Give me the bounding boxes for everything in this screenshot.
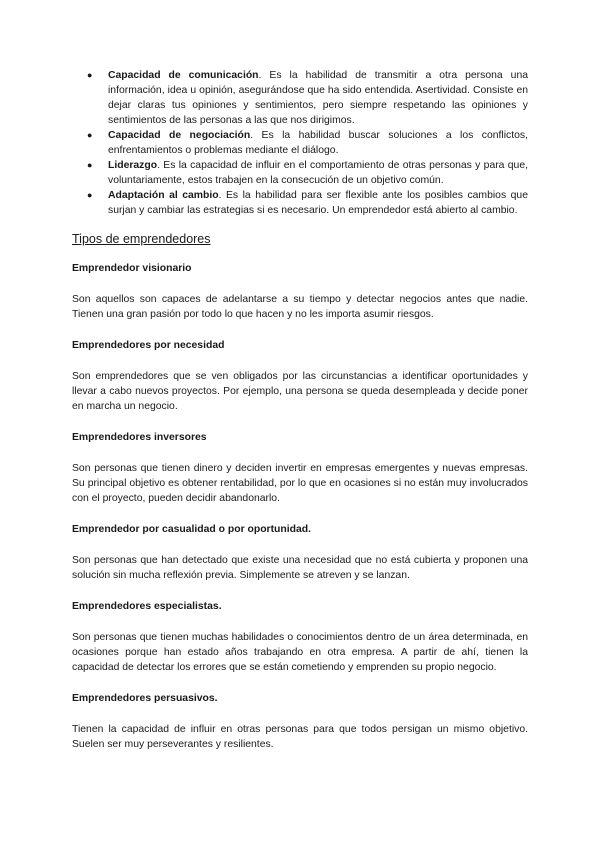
- bullet-icon: ●: [87, 160, 93, 170]
- type-heading: Emprendedores por necesidad: [72, 340, 225, 351]
- type-heading: Emprendedor visionario: [72, 263, 192, 274]
- bullet-icon: ●: [87, 130, 93, 140]
- section-title: Tipos de emprendedores: [72, 232, 211, 246]
- list-item: [72, 68, 528, 128]
- type-heading: Emprendedores inversores: [72, 432, 207, 443]
- type-description: Son personas que tienen dinero y deciden invertir en empresas emergentes y nuevas empresas. Su principal objetivo es obtener rentabilidad, por lo que en ocasiones si no están muy involucrados con el proyecto, pueden decidir abandonarlo.: [72, 463, 528, 504]
- type-heading: Emprendedor por casualidad o por oportunidad.: [72, 524, 311, 535]
- bullet-text: . Es la habilidad para ser flexible ante los posibles cambios que surjan y cambiar las estrategias si es necesario. Un emprendedor está abierto al cambio.: [108, 190, 528, 216]
- bullet-term: Capacidad de negociación: [108, 130, 251, 141]
- type-description: Son emprendedores que se ven obligados por las circunstancias a identificar oportunidades y llevar a cabo nuevos proyectos. Por ejemplo, una persona se queda desempleada y decide poner en marcha un negocio.: [72, 371, 528, 412]
- bullet-text: . Es la habilidad de transmitir a otra persona una información, idea u opinión, asegurándose que ha sido entendida. Asertividad. Consiste en dejar claras tus opiniones y sentimientos, pero siempre respetando las opiniones y sentimientos de las personas a las que nos dirigimos.: [108, 70, 529, 126]
- list-item: [72, 158, 528, 188]
- bullet-term: Capacidad de comunicación: [108, 70, 259, 81]
- bullet-text: . Es la capacidad de influir en el comportamiento de otras personas y para que, voluntariamente, estos trabajen en la consecución de un objetivo común.: [108, 160, 528, 186]
- type-heading: Emprendedores especialistas.: [72, 601, 222, 612]
- type-description: Son personas que tienen muchas habilidades o conocimientos dentro de un área determinada, en ocasiones porque han estado años trabajando en otra empresa. A partir de ahí, tienen la capacidad de detectar los errores que se están cometiendo y emprenden su propio negocio.: [72, 632, 528, 673]
- bullet-text: . Es la habilidad buscar soluciones a los conflictos, enfrentamientos o problemas mediante el diálogo.: [108, 130, 528, 156]
- bullet-term: Adaptación al cambio: [108, 190, 219, 201]
- document-page: [72, 68, 528, 752]
- type-description: Son personas que han detectado que existe una necesidad que no está cubierta y proponen una solución sin mucha reflexión previa. Simplemente se atreven y se lanzan.: [72, 555, 528, 581]
- bullet-icon: ●: [87, 70, 93, 80]
- type-heading: Emprendedores persuasivos.: [72, 693, 218, 704]
- type-description: Tienen la capacidad de influir en otras personas para que todos persigan un mismo objetivo. Suelen ser muy perseverantes y resilientes.: [72, 724, 528, 750]
- skills-bullet-list: [72, 68, 528, 218]
- bullet-term: Liderazgo: [108, 160, 158, 171]
- bullet-icon: ●: [87, 190, 93, 200]
- type-description: Son aquellos son capaces de adelantarse a su tiempo y detectar negocios antes que nadie. Tienen una gran pasión por todo lo que hacen y no les importa asumir riesgos.: [72, 294, 528, 320]
- list-item: [72, 188, 528, 218]
- list-item: [72, 128, 528, 158]
